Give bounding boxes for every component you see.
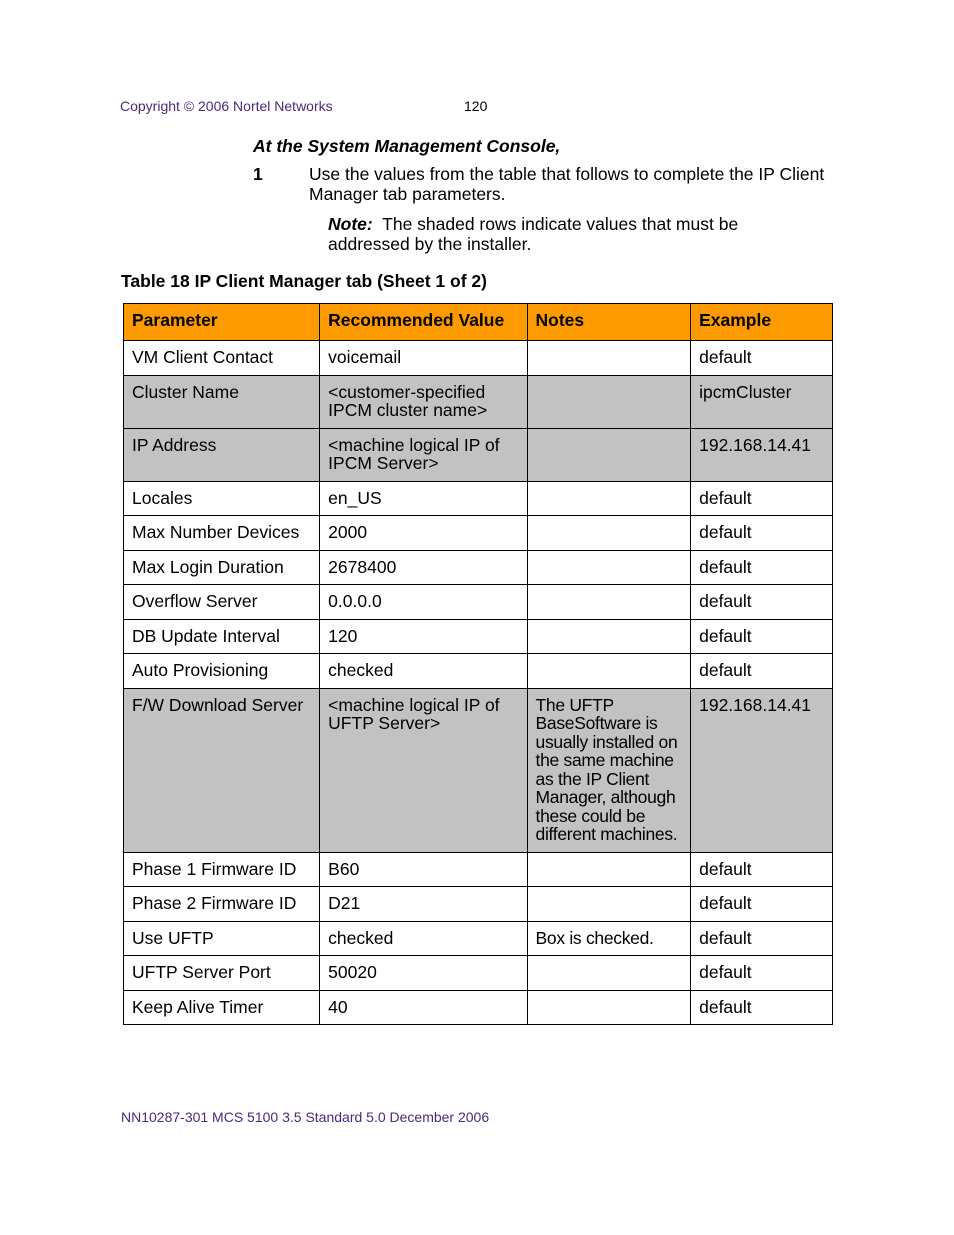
cell-example: default [691, 516, 833, 551]
cell-parameter: IP Address [124, 428, 320, 481]
cell-notes [527, 341, 691, 376]
cell-example: default [691, 481, 833, 516]
cell-notes [527, 428, 691, 481]
cell-recommended-value: <machine logical IP of IPCM Server> [320, 428, 527, 481]
cell-notes: Box is checked. [527, 921, 691, 956]
cell-example: 192.168.14.41 [691, 428, 833, 481]
cell-notes [527, 516, 691, 551]
cell-parameter: Locales [124, 481, 320, 516]
cell-parameter: Max Number Devices [124, 516, 320, 551]
cell-parameter: Phase 1 Firmware ID [124, 852, 320, 887]
cell-notes: The UFTP BaseSoftware is usually installed on the same machine as the IP Client Manager, although these could be different machines. [527, 688, 691, 852]
page-number: 120 [464, 98, 488, 114]
header-example: Example [691, 304, 833, 341]
step-text: Use the values from the table that follows to complete the IP Client Manager tab parameters. [309, 164, 825, 204]
table-caption: Table 18 IP Client Manager tab (Sheet 1 of 2) [121, 271, 487, 291]
note [328, 214, 798, 254]
cell-notes [527, 481, 691, 516]
cell-example: default [691, 619, 833, 654]
cell-recommended-value: checked [320, 921, 527, 956]
copyright-notice: Copyright © 2006 Nortel Networks [120, 98, 333, 114]
cell-recommended-value: 50020 [320, 956, 527, 991]
table-row [124, 887, 833, 922]
cell-notes [527, 375, 691, 428]
cell-recommended-value: 40 [320, 990, 527, 1025]
note-text: The shaded rows indicate values that must be addressed by the installer. [328, 214, 739, 254]
table-row [124, 481, 833, 516]
cell-recommended-value: <customer-specified IPCM cluster name> [320, 375, 527, 428]
cell-parameter: Phase 2 Firmware ID [124, 887, 320, 922]
header-parameter: Parameter [124, 304, 320, 341]
cell-example: default [691, 585, 833, 620]
cell-recommended-value: D21 [320, 887, 527, 922]
cell-notes [527, 550, 691, 585]
cell-example: ipcmCluster [691, 375, 833, 428]
table-row [124, 375, 833, 428]
cell-example: default [691, 921, 833, 956]
table-row [124, 550, 833, 585]
cell-parameter: Auto Provisioning [124, 654, 320, 689]
table-row [124, 990, 833, 1025]
cell-example: default [691, 852, 833, 887]
cell-example: default [691, 956, 833, 991]
cell-recommended-value: B60 [320, 852, 527, 887]
cell-notes [527, 990, 691, 1025]
cell-example: default [691, 990, 833, 1025]
ip-client-manager-table [123, 303, 833, 1025]
cell-example: default [691, 887, 833, 922]
footer-doc-info: NN10287-301 MCS 5100 3.5 Standard 5.0 December 2006 [121, 1109, 490, 1125]
table-row [124, 654, 833, 689]
cell-notes [527, 585, 691, 620]
table-row [124, 428, 833, 481]
table-row [124, 516, 833, 551]
cell-example: 192.168.14.41 [691, 688, 833, 852]
table-row [124, 341, 833, 376]
cell-example: default [691, 654, 833, 689]
cell-parameter: DB Update Interval [124, 619, 320, 654]
header-recommended-value: Recommended Value [320, 304, 527, 341]
note-label: Note: [328, 214, 373, 234]
header-notes: Notes [527, 304, 691, 341]
table-row [124, 956, 833, 991]
cell-recommended-value: checked [320, 654, 527, 689]
cell-parameter: F/W Download Server [124, 688, 320, 852]
cell-notes [527, 654, 691, 689]
cell-notes [527, 619, 691, 654]
cell-recommended-value: <machine logical IP of UFTP Server> [320, 688, 527, 852]
table-row [124, 619, 833, 654]
table-header-row [124, 304, 833, 341]
cell-parameter: Max Login Duration [124, 550, 320, 585]
step-number: 1 [253, 164, 263, 184]
table-row [124, 585, 833, 620]
table-row [124, 688, 833, 852]
cell-example: default [691, 550, 833, 585]
cell-recommended-value: 2678400 [320, 550, 527, 585]
table-row [124, 852, 833, 887]
table-body [124, 341, 833, 1025]
cell-notes [527, 956, 691, 991]
cell-recommended-value: 0.0.0.0 [320, 585, 527, 620]
table-row [124, 921, 833, 956]
cell-notes [527, 852, 691, 887]
cell-parameter: Overflow Server [124, 585, 320, 620]
cell-example: default [691, 341, 833, 376]
cell-notes [527, 887, 691, 922]
cell-recommended-value: voicemail [320, 341, 527, 376]
cell-parameter: Keep Alive Timer [124, 990, 320, 1025]
cell-recommended-value: 120 [320, 619, 527, 654]
cell-parameter: Cluster Name [124, 375, 320, 428]
cell-recommended-value: en_US [320, 481, 527, 516]
section-heading: At the System Management Console, [253, 136, 561, 156]
cell-parameter: VM Client Contact [124, 341, 320, 376]
cell-parameter: Use UFTP [124, 921, 320, 956]
cell-recommended-value: 2000 [320, 516, 527, 551]
cell-parameter: UFTP Server Port [124, 956, 320, 991]
